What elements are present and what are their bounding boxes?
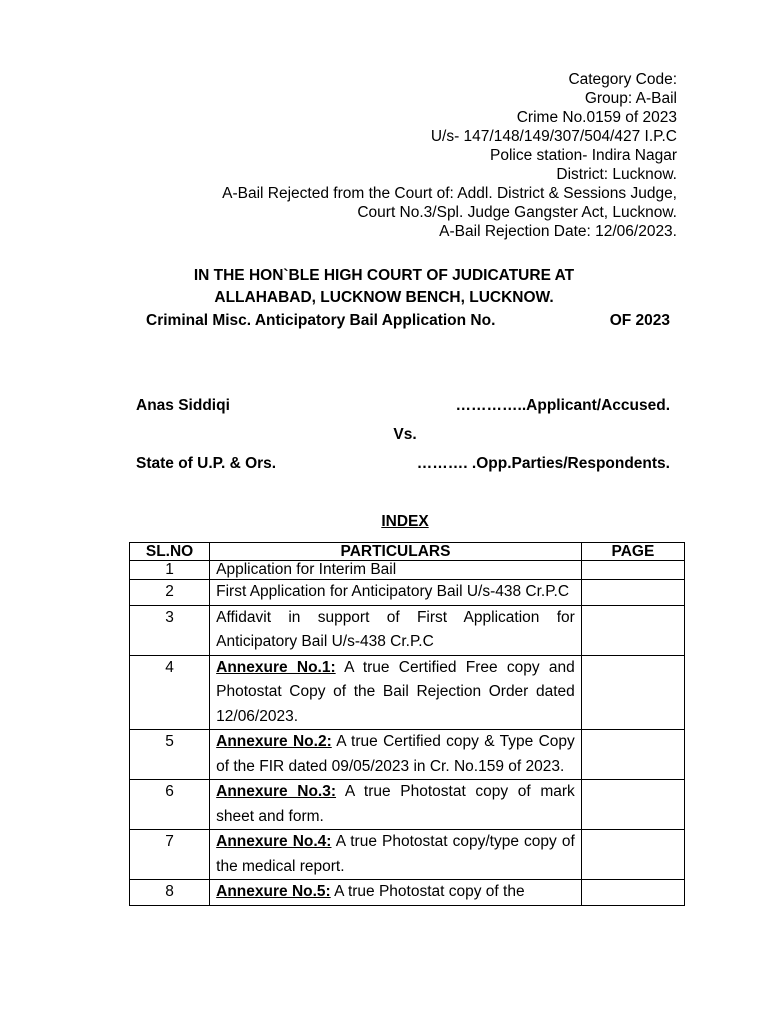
- row-page: [581, 655, 684, 730]
- rejecting-court: A-Bail Rejected from the Court of: Addl. District & Sessions Judge,: [222, 185, 677, 202]
- row-text: Application for Interim Bail: [216, 561, 397, 578]
- annexure-label: Annexure No.5:: [216, 883, 331, 900]
- annexure-label: Annexure No.3:: [216, 783, 337, 800]
- court-title: [0, 265, 768, 309]
- index-table: [129, 542, 685, 906]
- row-sl: 7: [130, 830, 210, 880]
- district: District: Lucknow.: [556, 166, 677, 183]
- row-text: A true Photostat copy of the: [330, 883, 525, 900]
- row-sl: 8: [130, 880, 210, 906]
- row-page: [581, 730, 684, 780]
- crime-number: Crime No.0159 of 2023: [516, 109, 677, 126]
- row-particulars: [210, 605, 582, 655]
- row-page: [581, 561, 684, 580]
- table-row: [130, 655, 685, 730]
- row-page: [581, 605, 684, 655]
- row-text: First Application for Anticipatory Bail U/s-438 Cr.P.C: [216, 583, 570, 600]
- row-particulars: [210, 780, 582, 830]
- sections: U/s- 147/148/149/307/504/427 I.P.C: [430, 128, 677, 145]
- application-year: OF 2023: [609, 312, 670, 329]
- row-sl: 3: [130, 605, 210, 655]
- court-title-line-1: IN THE HON`BLE HIGH COURT OF JUDICATURE AT: [193, 267, 575, 284]
- header-page: PAGE: [581, 543, 684, 561]
- row-text: A true Photostat copy of mark sheet and form.: [216, 783, 575, 825]
- category-code: Category Code:: [568, 71, 677, 88]
- row-page: [581, 830, 684, 880]
- group: Group: A-Bail: [584, 90, 677, 107]
- table-row: [130, 780, 685, 830]
- annexure-label: Annexure No.4:: [216, 833, 332, 850]
- row-text: A true Photostat copy/type copy of the medical report.: [216, 833, 575, 875]
- table-row: [130, 580, 685, 606]
- row-sl: 1: [130, 561, 210, 580]
- row-text: Affidavit in support of First Application for Anticipatory Bail U/s-438 Cr.P.C: [216, 608, 575, 650]
- row-particulars: [210, 561, 582, 580]
- row-page: [581, 580, 684, 606]
- applicant-row: [136, 397, 670, 415]
- rejection-date: A-Bail Rejection Date: 12/06/2023.: [439, 223, 677, 240]
- police-station: Police station- Indira Nagar: [490, 147, 677, 164]
- row-particulars: [210, 880, 582, 906]
- row-particulars: [210, 830, 582, 880]
- table-row: [130, 561, 685, 580]
- header-particulars: PARTICULARS: [210, 543, 582, 561]
- table-row: [130, 605, 685, 655]
- table-row: [130, 880, 685, 906]
- row-particulars: [210, 730, 582, 780]
- table-row: [130, 830, 685, 880]
- row-particulars: [210, 655, 582, 730]
- rejecting-court-cont: Court No.3/Spl. Judge Gangster Act, Lucknow.: [357, 204, 677, 221]
- application-name: Criminal Misc. Anticipatory Bail Application No.: [146, 312, 496, 329]
- applicant-name: Anas Siddiqi: [136, 397, 230, 414]
- row-particulars: [210, 580, 582, 606]
- row-sl: 5: [130, 730, 210, 780]
- respondent-role: ………. .Opp.Parties/Respondents.: [416, 455, 670, 472]
- row-sl: 2: [130, 580, 210, 606]
- application-title: [146, 312, 670, 330]
- annexure-label: Annexure No.1:: [216, 658, 336, 676]
- row-text: A true Certified copy & Type Copy of the FIR dated 09/05/2023 in Cr. No.159 of 2023.: [216, 733, 575, 775]
- header-sl-no: SL.NO: [130, 543, 210, 561]
- index-title: INDEX: [381, 513, 429, 530]
- row-page: [581, 780, 684, 830]
- case-header: [222, 70, 677, 241]
- table-header-row: [130, 543, 685, 561]
- row-page: [581, 880, 684, 906]
- court-title-line-2: ALLAHABAD, LUCKNOW BENCH, LUCKNOW.: [214, 289, 554, 306]
- respondent-row: [136, 455, 670, 473]
- versus: Vs.: [393, 426, 417, 443]
- row-text: A true Certified Free copy and Photostat Copy of the Bail Rejection Order dated 12/06/2023.: [216, 658, 575, 725]
- row-sl: 6: [130, 780, 210, 830]
- respondent-name: State of U.P. & Ors.: [136, 455, 277, 472]
- annexure-label: Annexure No.2:: [216, 733, 332, 750]
- row-sl: 4: [130, 655, 210, 730]
- applicant-role: …………..Applicant/Accused.: [455, 397, 670, 414]
- table-row: [130, 730, 685, 780]
